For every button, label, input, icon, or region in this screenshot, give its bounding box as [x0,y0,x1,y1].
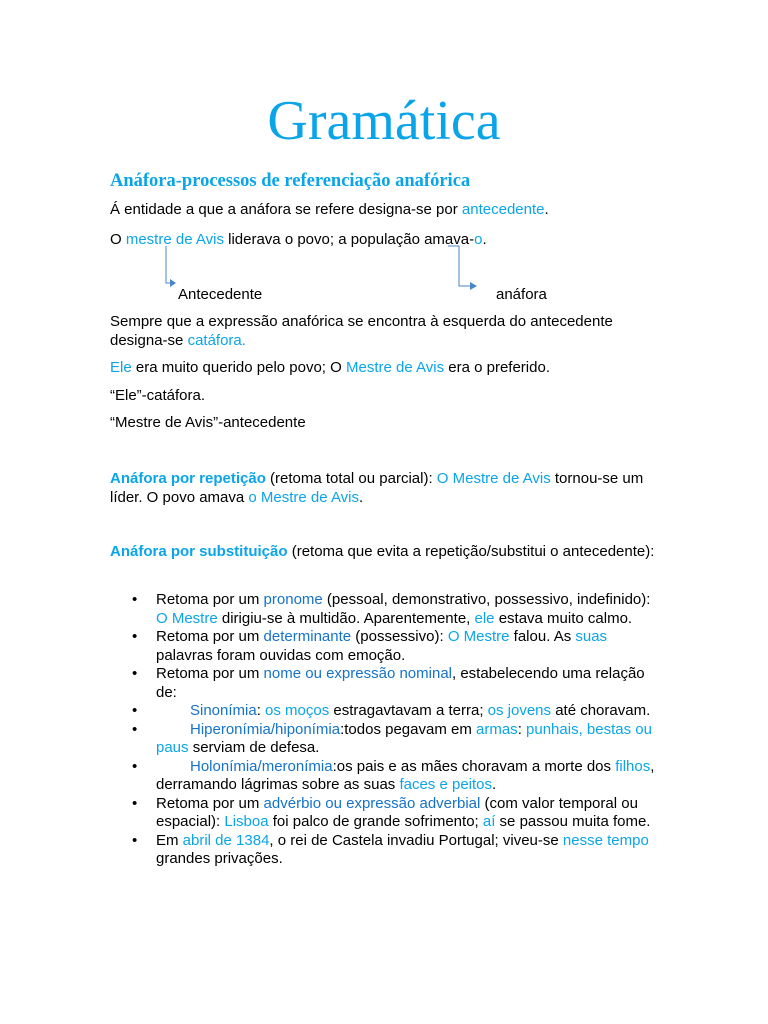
text: Retoma por um [156,794,264,812]
highlight-ele: ele [474,609,495,627]
list-item [110,702,662,721]
text: estava muito calmo. [494,609,633,627]
text: (com valor temporal ou espacial): [156,794,638,830]
text: estragavtavam a terra; [329,702,488,719]
bullet: • [132,720,138,738]
reference-arrows [0,0,768,320]
list-item [110,628,662,665]
text: :todos pegavam em [340,720,476,738]
highlight-faces-e-peitos: faces e peitos [399,776,493,793]
text: . [544,201,549,218]
highlight-mestre-de-avis: mestre de Avis [125,231,224,248]
highlight-ele: Ele [110,359,132,376]
paragraph-ele-catafora: “Ele”-catáfora. [110,387,206,404]
text: se passou muita fome. [495,813,651,830]
term-anafora-substituicao: Anáfora por substituição [110,543,288,560]
bullet: • [132,665,138,682]
highlight-filhos: filhos [615,757,651,775]
highlight-o-mestre: O Mestre [156,609,218,627]
highlight-holonimia: Holonímia/meronímia [190,757,333,775]
text: (possessivo): [351,628,448,645]
text: falou. As [509,628,576,645]
text: . [359,488,364,506]
list-item [110,758,662,795]
text: até choravam. [551,702,651,719]
highlight-os-mocos: os moços [265,702,330,719]
list-item [110,591,662,628]
highlight-o-mestre-de-avis: O Mestre de Avis [436,470,551,487]
label-antecedente: Antecedente [178,286,263,303]
paragraph-ele-example [110,359,662,378]
bullet: • [132,757,138,775]
page-title: Gramática [267,90,501,152]
bullet: • [132,702,138,719]
highlight-pronome: pronome [263,591,323,608]
text: (pessoal, demonstrativo, possessivo, indefinido): [322,591,651,608]
text: : [256,702,266,719]
highlight-mestre-de-avis: Mestre de Avis [345,359,445,376]
highlight-catafora: catáfora. [187,331,246,349]
arrow-anafora [448,246,477,290]
text: era o preferido. [444,359,550,376]
bullet: • [132,831,138,849]
text: palavras foram ouvidas com emoção. [156,646,406,664]
highlight-adverbio: advérbio ou expressão adverbial [263,794,481,812]
text: Retoma por um [156,591,264,608]
highlight-o-mestre: O Mestre [447,628,510,645]
text: , o rei de Castela invadiu Portugal; viveu-se [269,831,563,849]
text: Retoma por um [156,628,264,645]
highlight-armas: armas [476,720,518,738]
highlight-o: o [474,231,483,248]
text: O [110,231,126,248]
list-item [110,721,662,758]
list-item [110,795,662,832]
text: foi palco de grande sofrimento; [268,813,483,830]
highlight-os-jovens: os jovens [487,702,552,719]
highlight-suas: suas [575,628,608,645]
text: tornou-se um líder. O povo amava [110,470,644,506]
text: Retoma por um [156,665,264,682]
text: (retoma total ou parcial): [265,470,437,487]
highlight-o-mestre-de-avis: o Mestre de Avis [248,488,360,506]
text: Sempre que a expressão anafórica se encontra à esquerda do antecedente designa-se [110,313,613,349]
bullet: • [132,591,138,608]
arrow-antecedente [166,246,176,287]
highlight-nesse-tempo: nesse tempo [562,831,649,849]
text: serviam de defesa. [188,739,320,756]
text: dirigiu-se à multidão. Aparentemente, [217,609,475,627]
substitution-list [110,591,662,869]
text: liderava o povo; a população amava- [223,231,475,248]
text: , derramando lágrimas sobre as suas [156,757,655,793]
paragraph-repeticao [110,470,662,507]
highlight-abril-1384: abril de 1384 [182,831,270,849]
highlight-punhais-bestas-paus: punhais, bestas ou paus [156,720,652,756]
highlight-ai: aí [482,813,496,830]
highlight-lisboa: Lisboa [224,813,269,830]
paragraph-catafora [110,313,662,350]
highlight-hiperonimia: Hiperonímia/hiponímia [190,720,341,738]
highlight-nome-expressao-nominal: nome ou expressão nominal [263,665,452,682]
text: Á entidade a que a anáfora se refere designa-se por [110,201,462,218]
list-item [110,832,662,869]
text: . [492,776,497,793]
bullet: • [132,628,138,645]
text: :os pais e as mães choravam a morte dos [332,757,616,775]
bullet: • [132,794,138,812]
term-anafora-repeticao: Anáfora por repetição [110,470,266,487]
text: era muito querido pelo povo; O [131,359,346,376]
text: (retoma que evita a repetição/substitui o antecedente): [287,543,655,560]
list-item [110,665,662,702]
label-anafora: anáfora [496,286,547,303]
text: . [482,231,487,248]
section-heading: Anáfora-processos de referenciação anafórica [110,171,471,191]
highlight-sinonimia: Sinonímia [190,702,257,719]
highlight-antecedente: antecedente [461,201,545,218]
text: , estabelecendo uma relação de: [156,665,645,701]
paragraph-mestre-antecedente: “Mestre de Avis”-antecedente [110,414,306,431]
text: Em [156,831,183,849]
text: grandes privações. [156,850,283,867]
paragraph-substituicao [110,543,662,562]
text: : [517,720,527,738]
highlight-determinante: determinante [263,628,352,645]
